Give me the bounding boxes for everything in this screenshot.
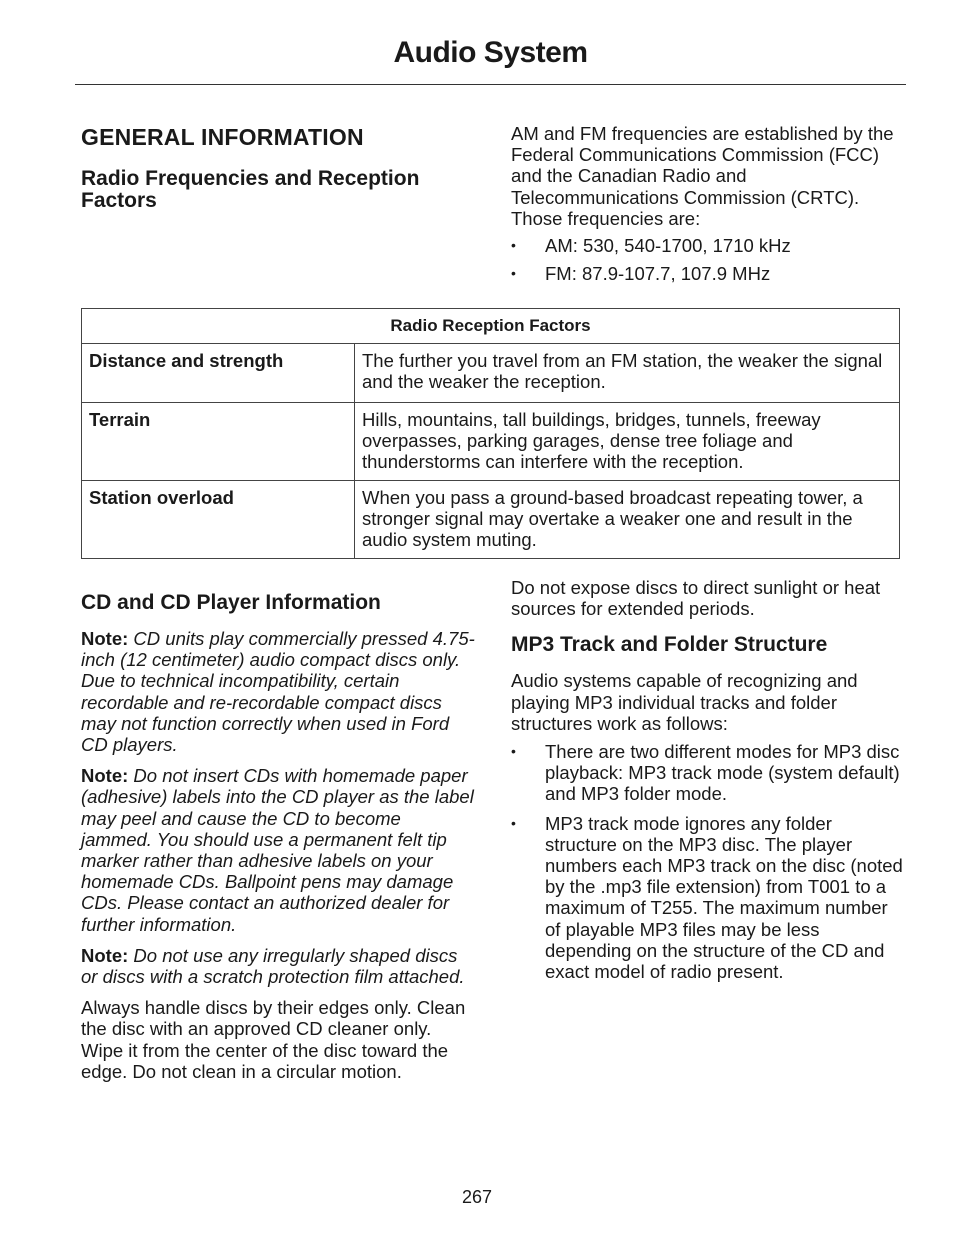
note-text: Do not insert CDs with homemade paper (adhesive) labels into the CD player as the label may peel and cause the CD to become jammed. You should use a permanent felt tip marker rather than adhesive labels on your homemade CDs. Ballpoint pens may damage CDs. Please contact an authorized dealer for further information. — [81, 765, 474, 935]
frequencies-block — [511, 123, 906, 284]
sunlight-paragraph: Do not expose discs to direct sunlight or heat sources for extended periods. — [511, 577, 881, 620]
radio-reception-table — [81, 308, 900, 559]
list-item: • MP3 track mode ignores any folder structure on the MP3 disc. The player numbers each MP3 track on the disc (noted by the .mp3 file extension) from T001 to a maximum of T255. The maximum number of playable MP3 files may be less depending on the structure of the CD and exact model of radio present. — [511, 813, 906, 983]
mp3-intro: Audio systems capable of recognizing and playing MP3 individual tracks and folder structures work as follows: — [511, 670, 858, 734]
mp3-list — [511, 741, 906, 982]
note-label: Note: — [81, 944, 129, 966]
note-paragraph — [81, 765, 476, 935]
frequencies-intro: AM and FM frequencies are established by the Federal Communications Commission (FCC) and the Canadian Radio and Telecommunications Commission (CRTC). Those frequencies are: — [511, 123, 894, 229]
factor-cell: Terrain — [82, 403, 355, 481]
general-info-block — [81, 124, 481, 212]
table-row — [82, 481, 900, 559]
table-row — [82, 344, 900, 403]
table-title: Radio Reception Factors — [82, 309, 900, 344]
mp3-heading: MP3 Track and Folder Structure — [511, 633, 828, 657]
list-item: • AM: 530, 540-1700, 1710 kHz — [511, 235, 906, 256]
list-item: • There are two different modes for MP3 disc playback: MP3 track mode (system default) and MP3 folder mode. — [511, 741, 906, 805]
title-divider — [75, 84, 906, 85]
cd-heading: CD and CD Player Information — [81, 591, 381, 614]
factor-cell: Station overload — [82, 481, 355, 559]
table-row — [82, 403, 900, 481]
disc-handling-paragraph: Always handle discs by their edges only. Clean the disc with an approved CD cleaner only. Wipe it from the center of the disc toward the edge. Do not clean in a circular motion. — [81, 997, 466, 1082]
note-text: Do not use any irregularly shaped discs or discs with a scratch protection film attached. — [81, 944, 465, 988]
cd-info-block — [81, 592, 476, 1082]
description-cell: Hills, mountains, tall buildings, bridges, tunnels, freeway overpasses, parking garages, dense tree foliage and thunderstorms can interfere with the reception. — [355, 403, 900, 481]
factor-cell: Distance and strength — [82, 344, 355, 403]
description-cell: The further you travel from an FM station, the weaker the signal and the weaker the reception. — [355, 344, 900, 403]
note-paragraph — [81, 945, 476, 987]
radio-frequencies-heading: Radio Frequencies and Reception Factors — [81, 167, 420, 212]
page-title: Audio System — [393, 36, 588, 69]
section-heading: GENERAL INFORMATION — [81, 124, 364, 150]
mp3-block — [511, 577, 906, 982]
note-text: CD units play commercially pressed 4.75-inch (12 centimeter) audio compact discs only. Due to technical incompatibility, certain recordable and re-recordable compact discs may not function correctly when used in Ford CD players. — [81, 628, 475, 756]
note-label: Note: — [81, 765, 129, 787]
description-cell: When you pass a ground-based broadcast repeating tower, a stronger signal may overtake a weaker one and result in the audio system muting. — [355, 481, 900, 559]
note-paragraph — [81, 628, 476, 755]
page-number: 267 — [461, 1187, 493, 1207]
note-label: Note: — [81, 628, 129, 649]
frequency-list — [511, 235, 906, 284]
list-item: • FM: 87.9-107.7, 107.9 MHz — [511, 263, 906, 284]
